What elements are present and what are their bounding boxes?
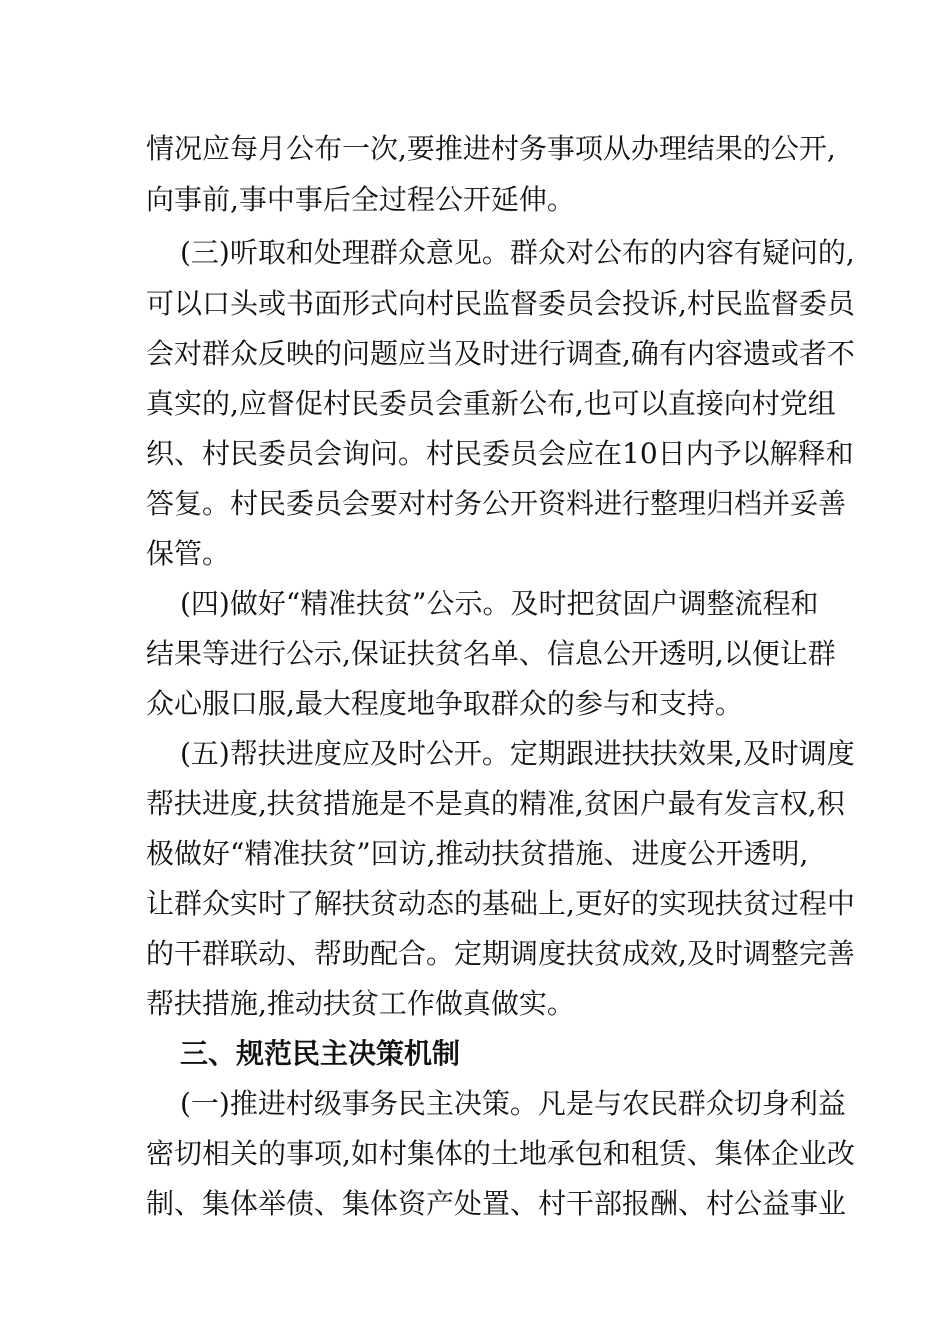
text-line: 保管。 <box>146 537 231 570</box>
paragraph-start-line: (一)推进村级事务民主决策。凡是与农民群众切身利益 <box>180 1087 846 1120</box>
text-line: 会对群众反映的问题应当及时进行调查,确有内容遗或者不 <box>146 337 855 370</box>
text-line: 极做好“精准扶贫”回访,推动扶贫措施、进度公开透明, <box>146 837 809 870</box>
section-heading: 三、规范民主决策机制 <box>180 1037 461 1070</box>
paragraph-start-line: (三)听取和处理群众意见。群众对公布的内容有疑问的, <box>180 236 855 269</box>
text-line: 帮扶措施,推动扶贫工作做真做实。 <box>146 987 575 1020</box>
text-line: 情况应每月公布一次,要推进村务事项从办理结果的公开, <box>146 132 836 165</box>
text-line: 让群众实时了解扶贫动态的基础上,更好的实现扶贫过程中 <box>146 887 855 920</box>
text-line: 的干群联动、帮助配合。定期调度扶贫成效,及时调整完善 <box>146 937 855 970</box>
paragraph-start-line: (四)做好“精准扶贫”公示。及时把贫固户调整流程和 <box>180 587 819 620</box>
text-line: 结果等进行公示,保证扶贫名单、信息公开透明,以便让群 <box>146 637 836 670</box>
text-line: 向事前,事中事后全过程公开延伸。 <box>146 183 575 216</box>
text-line: 答复。村民委员会要对村务公开资料进行整理归档并妥善 <box>146 487 847 520</box>
text-line: 制、集体举债、集体资产处置、村干部报酬、村公益事业 <box>146 1187 847 1220</box>
text-line: 帮扶进度,扶贫措施是不是真的精准,贫困户最有发言权,积 <box>146 787 845 820</box>
text-line: 众心服口服,最大程度地争取群众的参与和支持。 <box>146 687 743 720</box>
text-line: 织、村民委员会询问。村民委员会应在10日内予以解释和 <box>146 437 854 470</box>
text-line: 可以口头或书面形式向村民监督委员会投诉,村民监督委员 <box>146 287 855 320</box>
text-line: 真实的,应督促村民委员会重新公布,也可以直接向村党组 <box>146 387 836 420</box>
paragraph-start-line: (五)帮扶进度应及时公开。定期跟进扶扶效果,及时调度 <box>180 737 855 770</box>
text-line: 密切相关的事项,如村集体的土地承包和租赁、集体企业改 <box>146 1137 855 1170</box>
